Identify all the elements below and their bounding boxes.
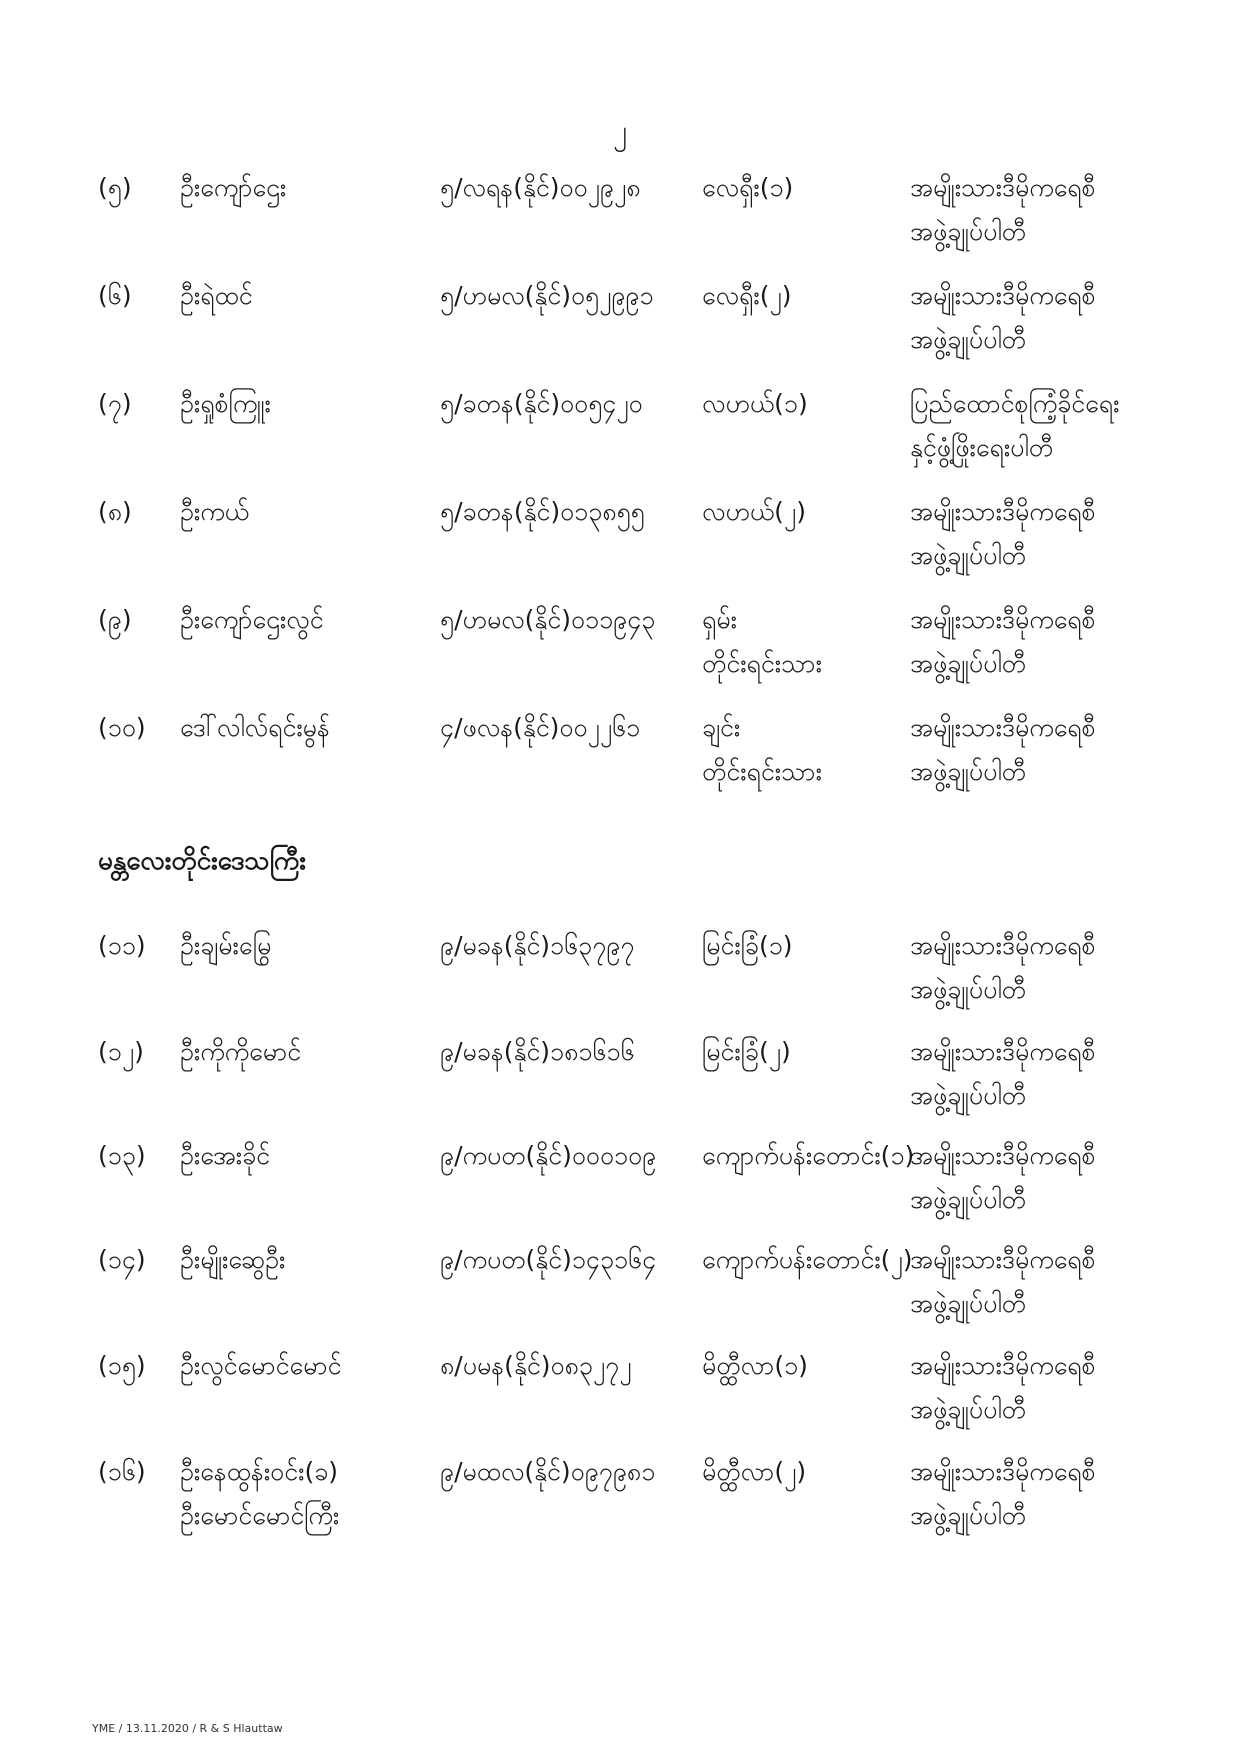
constituency: ရှမ်း တိုင်းရင်းသား xyxy=(702,605,822,678)
constituency: မိတ္ထီလာ(၁) xyxy=(702,1351,808,1380)
candidate-name: ဦးရှုစံကြူး xyxy=(180,389,271,418)
constituency: လေရှီး(၁) xyxy=(702,173,794,202)
party-name: အမျိုးသားဒီမိုကရေစီ အဖွဲ့ချုပ်ပါတီ xyxy=(910,1351,1096,1424)
candidate-name: ဦးကျော်ဌေး xyxy=(180,173,287,202)
nrc-number: ၉/ကပတ(နိုင်)၀၀၀၁၀၉ xyxy=(440,1141,657,1170)
nrc-number: ၅/ခတန(နိုင်)၀၀၅၄၂၀ xyxy=(440,389,643,418)
nrc-number: ၉/မခန(နိုင်)၁၆၃၇၉၇ xyxy=(440,931,635,960)
row-number: (၁၃) xyxy=(98,1141,146,1170)
party-name: အမျိုးသားဒီမိုကရေစီ အဖွဲ့ချုပ်ပါတီ xyxy=(910,497,1096,570)
party-name: အမျိုးသားဒီမိုကရေစီ အဖွဲ့ချုပ်ပါတီ xyxy=(910,281,1096,354)
nrc-number: ၉/မခန(နိုင်)၁၈၁၆၁၆ xyxy=(440,1037,635,1066)
candidate-name: ဦးချမ်းမြွေ xyxy=(180,931,272,960)
party-name: အမျိုးသားဒီမိုကရေစီ အဖွဲ့ချုပ်ပါတီ xyxy=(910,173,1096,246)
candidate-name: ဦးမျိုးဆွေဦး xyxy=(180,1245,286,1274)
candidate-name: ဦးကိုကိုမောင် xyxy=(180,1037,302,1066)
constituency: မြင်းခြံ(၂) xyxy=(702,1037,791,1066)
party-name: အမျိုးသားဒီမိုကရေစီ အဖွဲ့ချုပ်ပါတီ xyxy=(910,1245,1096,1318)
row-number: (၈) xyxy=(98,497,132,526)
row-number: (၇) xyxy=(98,389,132,418)
constituency: လဟယ်(၂) xyxy=(702,497,806,526)
row-number: (၁၄) xyxy=(98,1245,146,1274)
candidate-name: ဦးအေးခိုင် xyxy=(180,1141,271,1170)
candidate-name: ဒေါ်လါလ်ရင်းမွန် xyxy=(180,713,330,742)
row-number: (၁၅) xyxy=(98,1351,146,1380)
candidate-name: ဦးလွင်မောင်မောင် xyxy=(180,1351,342,1380)
candidate-name: ဦးနေထွန်းဝင်း(ခ) ဦးမောင်မောင်ကြီး xyxy=(180,1457,340,1530)
nrc-number: ၉/ကပတ(နိုင်)၁၄၃၁၆၄ xyxy=(440,1245,657,1274)
party-name: အမျိုးသားဒီမိုကရေစီ အဖွဲ့ချုပ်ပါတီ xyxy=(910,1457,1096,1530)
constituency: ချင်း တိုင်းရင်းသား xyxy=(702,713,822,786)
nrc-number: ၈/ပမန(နိုင်)၀၈၃၂၇၂ xyxy=(440,1351,632,1380)
party-name: အမျိုးသားဒီမိုကရေစီ အဖွဲ့ချုပ်ပါတီ xyxy=(910,605,1096,678)
constituency: လဟယ်(၁) xyxy=(702,389,808,418)
candidate-name: ဦးကျော်ဌေးလွင် xyxy=(180,605,324,634)
nrc-number: ၅/လရန(နိုင်)၀၀၂၉၂၈ xyxy=(440,173,641,202)
page-number: ၂ xyxy=(613,114,627,147)
nrc-number: ၄/ဖလန(နိုင်)၀၀၂၂၆၁ xyxy=(440,713,641,742)
row-number: (၁၁) xyxy=(98,931,146,960)
party-name: အမျိုးသားဒီမိုကရေစီ အဖွဲ့ချုပ်ပါတီ xyxy=(910,1141,1096,1214)
candidate-name: ဦးရဲထင် xyxy=(180,281,253,310)
constituency: ကျောက်ပန်းတောင်း(၂) xyxy=(702,1245,913,1274)
row-number: (၉) xyxy=(98,605,132,634)
row-number: (၁၀) xyxy=(98,713,146,742)
nrc-number: ၅/ခတန(နိုင်)၀၁၃၈၅၅ xyxy=(440,497,645,526)
footer-reference: YME / 13.11.2020 / R & S Hlauttaw xyxy=(92,1722,283,1735)
candidate-name: ဦးကယ် xyxy=(180,497,249,526)
row-number: (၁၂) xyxy=(98,1037,144,1066)
row-number: (၁၆) xyxy=(98,1457,146,1486)
nrc-number: ၉/မထလ(နိုင်)၀၉၇၉၈၁ xyxy=(440,1457,656,1486)
party-name: အမျိုးသားဒီမိုကရေစီ အဖွဲ့ချုပ်ပါတီ xyxy=(910,713,1096,786)
party-name: အမျိုးသားဒီမိုကရေစီ အဖွဲ့ချုပ်ပါတီ xyxy=(910,931,1096,1004)
constituency: မြင်းခြံ(၁) xyxy=(702,931,793,960)
nrc-number: ၅/ဟမလ(နိုင်)၀၁၁၉၄၃ xyxy=(440,605,656,634)
constituency: ကျောက်ပန်းတောင်း(၁) xyxy=(702,1141,915,1170)
section-heading: မန္တလေးတိုင်းဒေသကြီး xyxy=(98,846,306,876)
constituency: မိတ္ထီလာ(၂) xyxy=(702,1457,807,1486)
nrc-number: ၅/ဟမလ(နိုင်)၀၅၂၉၉၁ xyxy=(440,281,654,310)
party-name: ပြည်ထောင်စုကြံ့ခိုင်ရေး နှင့်ဖွံ့ဖြိုးရေးပါတီ xyxy=(910,389,1120,462)
party-name: အမျိုးသားဒီမိုကရေစီ အဖွဲ့ချုပ်ပါတီ xyxy=(910,1037,1096,1110)
constituency: လေရှီး(၂) xyxy=(702,281,792,310)
row-number: (၆) xyxy=(98,281,132,310)
row-number: (၅) xyxy=(98,173,132,202)
